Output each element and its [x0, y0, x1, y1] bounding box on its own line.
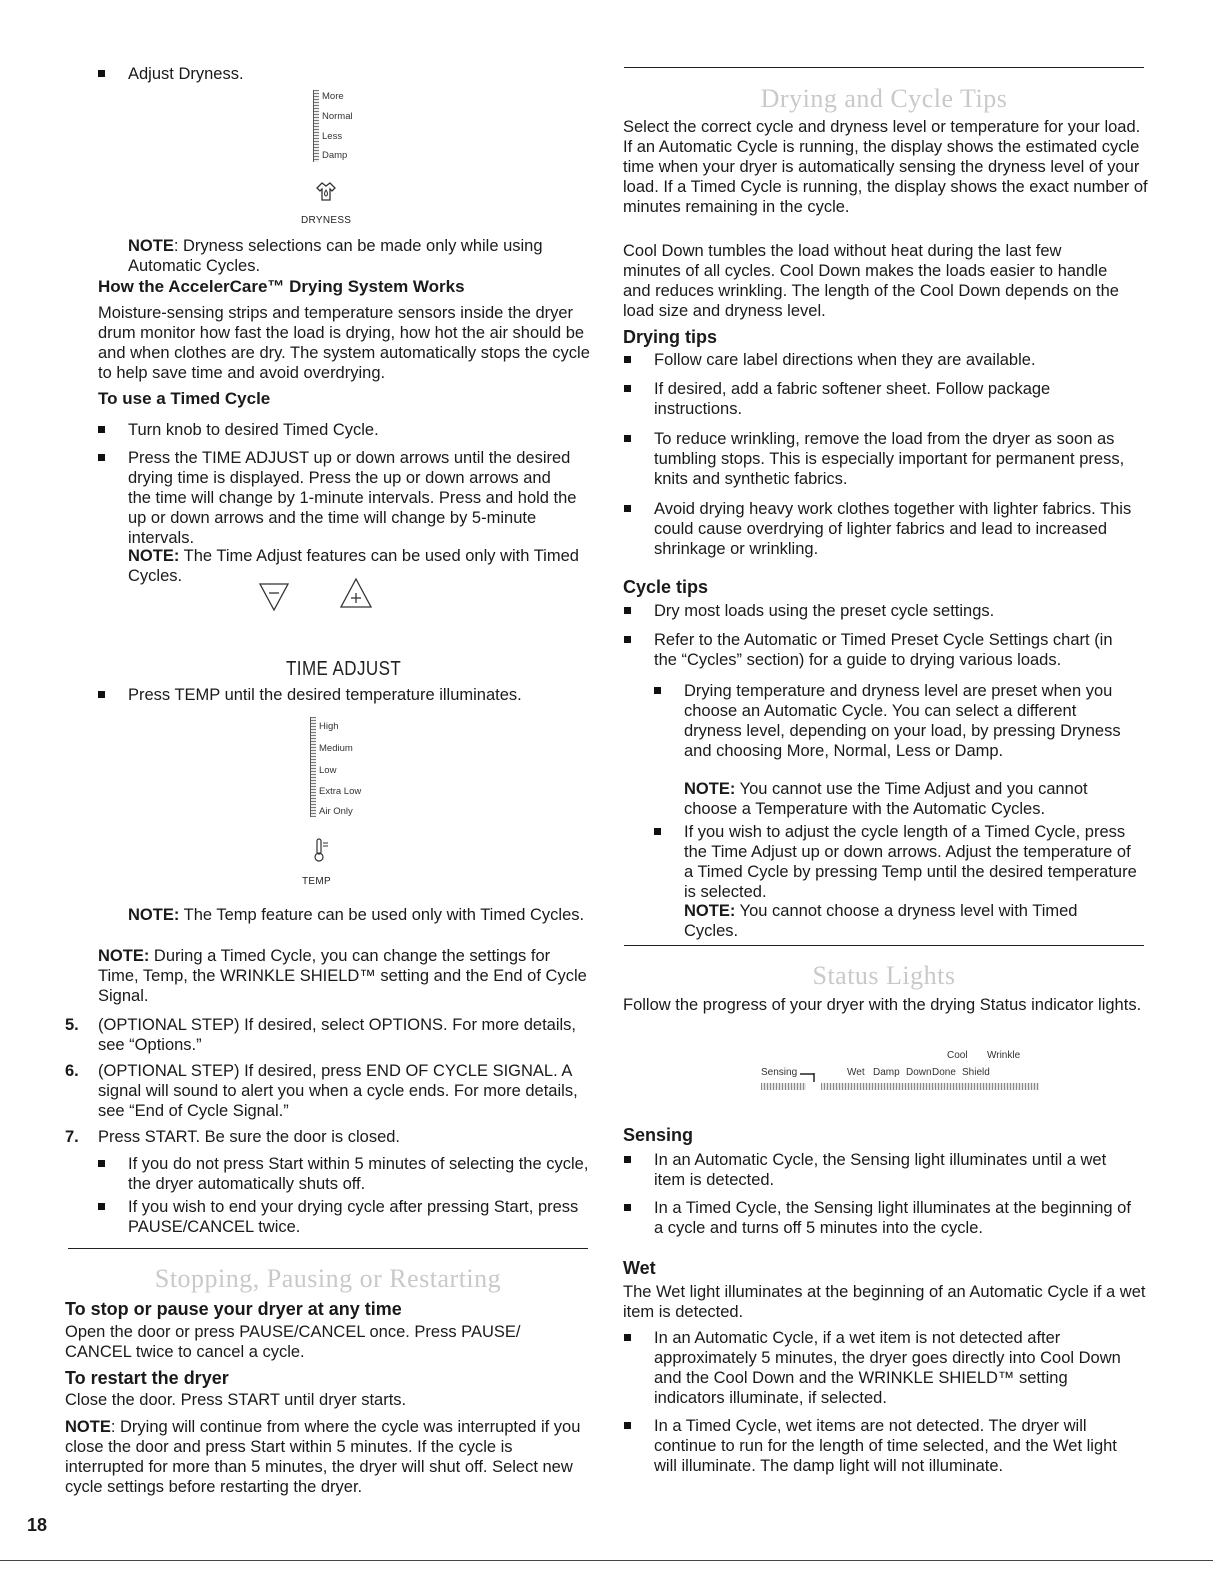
tips-paragraph-2: Cool Down tumbles the load without heat during the last few minutes of all cycles. Cool Down makes the loads easier to handle and reduces wrinkling. The length of the Cool Down depends on the load size and dryness level.: [623, 242, 1119, 320]
note-time-adjust: NOTE: The Time Adjust features can be used only with Timed Cycles.: [128, 547, 579, 585]
temp-level-air-only: Air Only: [319, 806, 353, 817]
cycle-tip-2: Refer to the Automatic or Timed Preset Cycle Settings chart (in the “Cycles” section) for a guide to drying various loads.: [624, 630, 1139, 670]
status-title: Status Lights: [812, 961, 956, 990]
start-bullet-2: If you wish to end your drying cycle after pressing Start, press PAUSE/CANCEL twice.: [98, 1197, 593, 1237]
sensing-pointer-icon: [800, 1068, 818, 1084]
cycle-tip-1: Dry most loads using the preset cycle settings.: [624, 601, 1144, 621]
status-text: Follow the progress of your dryer with the drying Status indicator lights.: [623, 996, 1142, 1014]
accelercare-heading: How the AccelerCare™ Drying System Works: [98, 277, 465, 296]
note-automatic: NOTE: You cannot use the Time Adjust and you cannot choose a Temperature with the Automatic Cycles.: [684, 780, 1088, 818]
shirt-drop-icon: [313, 180, 339, 202]
stop-text: Open the door or press PAUSE/CANCEL once. Press PAUSE/ CANCEL twice to cancel a cycle.: [65, 1323, 521, 1361]
step-5: 5. (OPTIONAL STEP) If desired, select OPTIONS. For more details, see “Options.”: [65, 1016, 577, 1054]
start-bullet-1: If you do not press Start within 5 minutes of selecting the cycle, the dryer automatically shuts off.: [98, 1154, 593, 1194]
temp-level-low: Low: [319, 765, 337, 776]
stopping-title: Stopping, Pausing or Restarting: [154, 1264, 502, 1293]
status-label-wet: Wet: [847, 1067, 865, 1078]
temp-bullet: Press TEMP until the desired temperature illuminates.: [98, 685, 588, 705]
status-label-wrinkle: Wrinkle: [987, 1050, 1021, 1061]
dryness-caption: DRYNESS: [301, 215, 352, 226]
section-divider: [624, 67, 1144, 68]
drying-tip-3: To reduce wrinkling, remove the load from the dryer as soon as tumbling stops. This is especially important for permanent press, knits and synthetic fabrics.: [624, 429, 1144, 489]
status-label-damp: Damp: [873, 1067, 900, 1078]
wet-bullet-2: In a Timed Cycle, wet items are not detected. The dryer will continue to run for the length of time selected, and the Wet light will illuminate. The damp light will not illuminate.: [624, 1416, 1134, 1476]
note-temp: NOTE: The Temp feature can be used only with Timed Cycles.: [128, 906, 585, 924]
sensing-bullet-2: In a Timed Cycle, the Sensing light illuminates at the beginning of a cycle and turns off 5 minutes into the cycle.: [624, 1198, 1144, 1238]
status-label-shield: Shield: [962, 1067, 990, 1078]
cycle-tips-heading: Cycle tips: [623, 577, 709, 597]
tips-paragraph-1: Select the correct cycle and dryness level or temperature for your load. If an Automatic Cycle is running, the display shows the estimated cycle time when your dryer is automatically sensing the dryness level of your load. If a Timed Cycle is running, the display shows the exact number of minutes remaining in the cycle.: [623, 118, 1148, 216]
cycle-sub-bullet-2: If you wish to adjust the cycle length of a Timed Cycle, press the Time Adjust up or down arrows. Adjust the temperature of a Timed Cycle by pressing Temp until the desired temperature is selected.: [654, 822, 1144, 902]
section-divider: [624, 945, 1144, 946]
status-label-done: Done: [932, 1067, 956, 1078]
dryness-level-more: More: [322, 91, 344, 102]
drying-tip-4: Avoid drying heavy work clothes together with lighter fabrics. This could cause overdrying of lighter fabrics and lead to increased shrinkage or wrinkling.: [624, 499, 1144, 559]
status-indicator-bar: [821, 1083, 1039, 1090]
timed-bullet-2: Press the TIME ADJUST up or down arrows until the desired drying time is displayed. Press the up or down arrows and the time will change by 1-minute intervals. Press and hold the up or down arrows and the time will change by 5-minute intervals.: [98, 448, 578, 548]
timed-bullet-1: Turn knob to desired Timed Cycle.: [98, 420, 588, 440]
accelercare-text: Moisture-sensing strips and temperature sensors inside the dryer drum monitor how fast the load is drying, how hot the air should be and when clothes are dry. The system automatically stops the cycle to help save time and avoid overdrying.: [98, 304, 590, 382]
restart-heading: To restart the dryer: [65, 1368, 229, 1388]
sensing-bullet-1: In an Automatic Cycle, the Sensing light illuminates until a wet item is detected.: [624, 1150, 1124, 1190]
dryness-level-normal: Normal: [322, 111, 353, 122]
thermometer-icon: [312, 837, 332, 863]
section-divider: [68, 1248, 588, 1249]
drying-tips-heading: Drying tips: [623, 327, 718, 347]
tips-title: Drying and Cycle Tips: [760, 84, 1008, 113]
status-label-sensing: Sensing: [761, 1067, 798, 1078]
cycle-sub-bullet-1: Drying temperature and dryness level are preset when you choose an Automatic Cycle. You can select a different dryness level, depending on your load, by pressing Dryness and choosing More, Normal, Less or Damp.: [654, 681, 1124, 761]
stop-heading: To stop or pause your dryer at any time: [65, 1299, 402, 1319]
restart-text: Close the door. Press START until dryer starts.: [65, 1391, 407, 1409]
timed-cycle-heading: To use a Timed Cycle: [98, 389, 271, 408]
wet-bullet-1: In an Automatic Cycle, if a wet item is not detected after approximately 5 minutes, the dryer goes directly into Cool Down and the Cool Down and the WRINKLE SHIELD™ setting indicators illuminate, if selected.: [624, 1328, 1124, 1408]
step-7: 7. Press START. Be sure the door is closed.: [65, 1128, 401, 1146]
note-dryness-timed: NOTE: You cannot choose a dryness level with Timed Cycles.: [684, 902, 1078, 940]
temp-level-extra-low: Extra Low: [319, 786, 362, 797]
note-interrupted: NOTE: Drying will continue from where the cycle was interrupted if you close the door and press Start within 5 minutes. If the cycle is interrupted for more than 5 minutes, the dryer will shut off. Select new cycle settings before restarting the dryer.: [65, 1418, 581, 1496]
status-indicator-bar: [761, 1083, 806, 1090]
temp-caption: TEMP: [302, 876, 331, 887]
temp-level-high: High: [319, 721, 339, 732]
status-label-down: Down: [906, 1067, 932, 1078]
time-up-arrow-icon: [338, 576, 374, 610]
step-6: 6. (OPTIONAL STEP) If desired, press END OF CYCLE SIGNAL. A signal will sound to alert you when a cycle ends. For more details, see “End of Cycle Signal.”: [65, 1062, 578, 1120]
note-dryness: NOTE: Dryness selections can be made only while using Automatic Cycles.: [128, 237, 543, 275]
dryness-level-less: Less: [322, 131, 343, 142]
page-number: 18: [27, 1515, 48, 1535]
page-bottom-rule: [0, 1560, 1213, 1561]
bullet-text: Adjust Dryness.: [128, 65, 244, 83]
dryness-level-damp: Damp: [322, 150, 348, 161]
status-label-cool: Cool: [947, 1050, 968, 1061]
temp-level-medium: Medium: [319, 743, 353, 754]
time-adjust-caption: TIME ADJUST: [286, 658, 402, 680]
wet-text: The Wet light illuminates at the beginning of an Automatic Cycle if a wet item is detected.: [623, 1283, 1146, 1321]
wet-heading: Wet: [623, 1258, 656, 1278]
time-down-arrow-icon: [257, 580, 291, 614]
sensing-heading: Sensing: [623, 1125, 694, 1145]
drying-tip-1: Follow care label directions when they are available.: [624, 350, 1144, 370]
note-timed-settings: NOTE: During a Timed Cycle, you can change the settings for Time, Temp, the WRINKLE SHIELD™ setting and the End of Cycle Signal.: [98, 947, 587, 1005]
drying-tip-2: If desired, add a fabric softener sheet. Follow package instructions.: [624, 379, 1124, 419]
